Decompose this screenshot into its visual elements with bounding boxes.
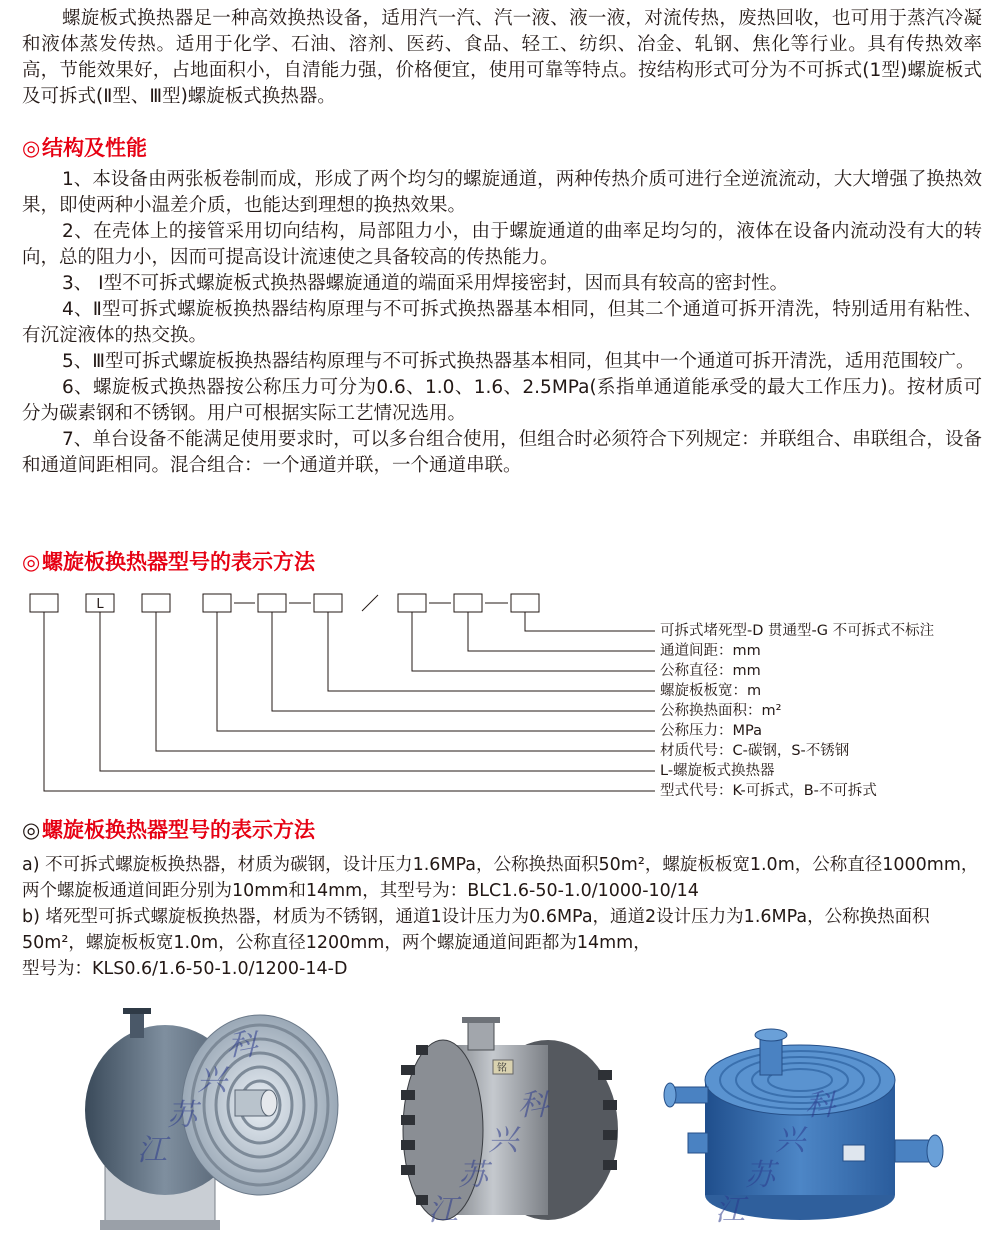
code-box-diameter (398, 594, 426, 612)
section-mark: ◎ (22, 136, 41, 160)
features-list (22, 167, 982, 479)
code-box-spacing (454, 594, 482, 612)
watermark-char: 科 (518, 1088, 548, 1123)
watermark-char: 兴 (775, 1123, 805, 1158)
watermark-char: 兴 (197, 1063, 227, 1098)
code-box-width (314, 594, 342, 612)
code-box-area (258, 594, 286, 612)
watermark-char: 苏 (458, 1158, 488, 1193)
diagram-label-type: 型式代号：K-可拆式，B-不可拆式 (660, 783, 877, 799)
feature-item: 1、本设备由两张板卷制而成，形成了两个均匀的螺旋通道，两种传热介质可进行全逆流流动，大大增强了换热效果，即使两种小温差介质，也能达到理想的换热效果。 (22, 169, 982, 216)
product-photo-type-2 (398, 1015, 623, 1230)
watermark-char: 江 (428, 1193, 458, 1228)
examples-block (22, 852, 982, 982)
code-box-material (142, 594, 170, 612)
feature-item: 4、Ⅱ型可拆式螺旋板换热器结构原理与不可拆式换热器基本相同，但其二个通道可拆开清洗，特别适用有粘性、有沉淀液体的热交换。 (22, 299, 982, 346)
product-photo-type-1 (75, 1000, 365, 1235)
section-heading-model-notation (22, 548, 315, 576)
example-b: b) 堵死型可拆式螺旋板换热器，材质为不锈钢，通道1设计压力为0.6MPa，通道2设计压力为1.6MPa，公称换热面积50m²，螺旋板板宽1.0m，公称直径1200mm，两个螺旋通道间距都为14mm， (22, 907, 930, 953)
section-title: 螺旋板换热器型号的表示方法 (42, 550, 315, 574)
example-b-model: 型号为：KLS0.6/1.6-50-1.0/1200-14-D (22, 959, 348, 979)
watermark-char: 江 (137, 1133, 167, 1168)
diagram-label-material: 材质代号：C-碳钢，S-不锈钢 (660, 743, 850, 759)
example-a: a) 不可拆式螺旋板换热器，材质为碳钢，设计压力1.6MPa，公称换热面积50m²，螺旋板板宽1.0m，公称直径1000mm，两个螺旋板通道间距分别为10mm和14mm，其型号为：BLC1.6-50-1.0/1000-10/14 (22, 855, 979, 901)
watermark-char: 江 (715, 1193, 745, 1228)
model-diagram-svg (0, 585, 1000, 800)
feature-item: 6、螺旋板式换热器按公称压力可分为0.6、1.0、1.6、2.5MPa(系指单通道能承受的最大工作压力)。按材质可分为碳素钢和不锈钢。用户可根据实际工艺情况选用。 (22, 377, 982, 424)
feature-item: 2、在壳体上的接管采用切向结构，局部阻力小，由于螺旋通道的曲率足均匀的，液体在设备内流动没有大的转向，总的阻力小，因而可提高设计流速使之具备较高的传热能力。 (22, 221, 982, 268)
diagram-label-pressure: 公称压力：MPa (660, 723, 762, 739)
section-mark: ◎ (22, 550, 41, 574)
product-photo-type-3 (660, 1015, 950, 1230)
section-heading-examples (22, 816, 315, 844)
code-box-end (511, 594, 539, 612)
feature-item: 5、Ⅲ型可拆式螺旋板换热器结构原理与不可拆式换热器基本相同，但其中一个通道可拆开清洗，适用范围较广。 (62, 351, 975, 372)
diagram-label-width: 螺旋板板宽：m (660, 683, 762, 699)
section-mark: ◎ (22, 818, 41, 842)
watermark-char: 苏 (167, 1098, 197, 1133)
diagram-label-area: 公称换热面积：m² (660, 703, 782, 719)
section-title: 结构及性能 (42, 136, 147, 160)
section-heading-structure (22, 134, 147, 162)
watermark-char: 苏 (745, 1158, 775, 1193)
diagram-label-l: L-螺旋板式换热器 (660, 763, 775, 779)
code-box-pressure (203, 594, 231, 612)
code-box-type (30, 594, 58, 612)
feature-item: 7、单台设备不能满足使用要求时，可以多台组合使用，但组合时必须符合下列规定：并联组合、串联组合，设备和通道间距相同。混合组合：一个通道并联，一个通道串联。 (22, 429, 982, 476)
code-box-l-text: L (96, 597, 104, 612)
watermark-char: 科 (805, 1088, 835, 1123)
watermark-char: 兴 (488, 1123, 518, 1158)
feature-item: 3、 I型不可拆式螺旋板式换热器螺旋通道的端面采用焊接密封，因而具有较高的密封性。 (62, 273, 789, 294)
diagram-label-diameter: 公称直径：mm (660, 663, 761, 679)
section-title: 螺旋板换热器型号的表示方法 (42, 818, 315, 842)
diagram-label-end-type: 可拆式堵死型-D 贯通型-G 不可拆式不标注 (660, 623, 935, 639)
nameplate-text: 铭 (497, 1063, 507, 1074)
intro-paragraph: 螺旋板式换热器足一种高效换热设备，适用汽一汽、汽一液、液一液，对流传热，废热回收，也可用于蒸汽冷凝和液体蒸发传热。适用于化学、石油、溶剂、医药、食品、轻工、纺织、冶金、轧钢、焦化等行业。具有传热效率高，节能效果好，占地面积小，自清能力强，价格便宜，使用可靠等特点。按结构形式可分为不可拆式(1型)螺旋板式及可拆式(Ⅱ型、Ⅲ型)螺旋板式换热器。 (22, 8, 982, 107)
model-notation-diagram (0, 585, 1000, 800)
diagram-label-spacing: 通道间距：mm (660, 643, 761, 659)
watermark-char: 科 (227, 1028, 257, 1063)
